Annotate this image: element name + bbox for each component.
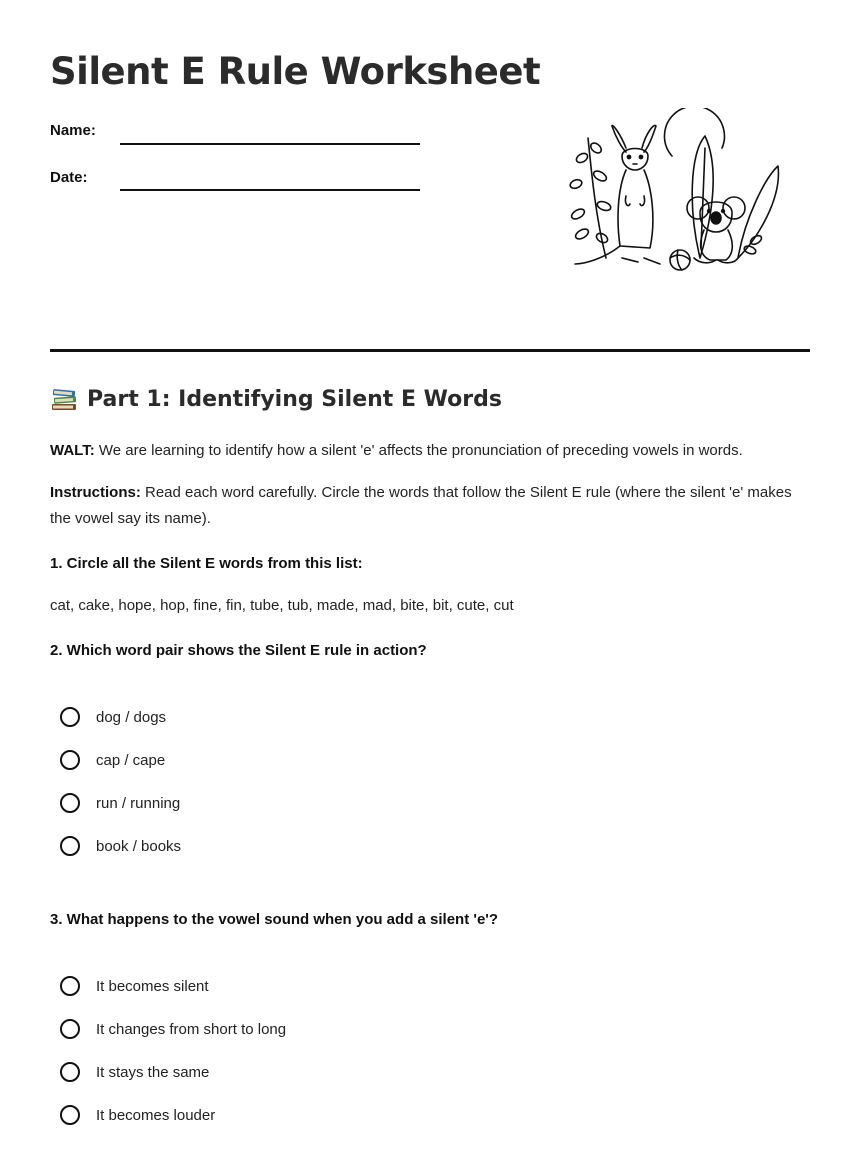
radio-circle[interactable] bbox=[60, 1062, 80, 1082]
option-label: It changes from short to long bbox=[96, 1020, 287, 1038]
part1-heading bbox=[50, 386, 502, 412]
section-divider bbox=[50, 349, 810, 352]
radio-circle[interactable] bbox=[60, 1019, 80, 1039]
q2-option-3[interactable] bbox=[60, 793, 180, 813]
option-label: It becomes louder bbox=[96, 1106, 216, 1124]
q2-option-1[interactable] bbox=[60, 707, 166, 727]
radio-circle[interactable] bbox=[60, 707, 80, 727]
radio-circle[interactable] bbox=[60, 976, 80, 996]
q3-option-2[interactable] bbox=[60, 1019, 286, 1039]
question-3: 3. What happens to the vowel sound when you add a silent 'e'? bbox=[50, 911, 499, 928]
name-label: Name: bbox=[50, 122, 96, 139]
option-label: dog / dogs bbox=[96, 708, 167, 726]
q3-option-3[interactable] bbox=[60, 1062, 209, 1082]
question-2: 2. Which word pair shows the Silent E rule in action? bbox=[50, 642, 427, 659]
option-label: book / books bbox=[96, 837, 182, 855]
radio-circle[interactable] bbox=[60, 836, 80, 856]
name-field[interactable] bbox=[120, 143, 420, 145]
radio-circle[interactable] bbox=[60, 793, 80, 813]
radio-circle[interactable] bbox=[60, 1105, 80, 1125]
radio-circle[interactable] bbox=[60, 750, 80, 770]
walt-label: WALT: bbox=[50, 442, 95, 459]
sun-shape bbox=[664, 108, 724, 156]
q2-option-2[interactable] bbox=[60, 750, 165, 770]
page-title: Silent E Rule Worksheet bbox=[50, 50, 541, 93]
q2-option-4[interactable] bbox=[60, 836, 181, 856]
option-label: run / running bbox=[96, 794, 181, 812]
option-label: cap / cape bbox=[96, 751, 166, 769]
option-label: It stays the same bbox=[96, 1063, 210, 1081]
instructions-paragraph bbox=[50, 480, 810, 532]
q3-option-4[interactable] bbox=[60, 1105, 215, 1125]
kangaroo-koala-illustration bbox=[560, 108, 800, 278]
instructions-text: Read each word carefully. Circle the words that follow the Silent E rule (where the silent 'e' makes the vowel say its name). bbox=[50, 484, 792, 527]
walt-paragraph bbox=[50, 438, 810, 464]
question-1: 1. Circle all the Silent E words from this list: bbox=[50, 555, 363, 572]
option-label: It becomes silent bbox=[96, 977, 209, 995]
walt-text: We are learning to identify how a silent 'e' affects the pronunciation of preceding vowels in words. bbox=[94, 442, 743, 459]
koala-shape bbox=[687, 197, 745, 263]
date-label: Date: bbox=[50, 169, 88, 186]
date-field[interactable] bbox=[120, 189, 420, 191]
word-list: cat, cake, hope, hop, fine, fin, tube, tub, made, mad, bite, bit, cute, cut bbox=[50, 597, 514, 614]
instructions-label: Instructions: bbox=[50, 484, 141, 501]
part1-heading-text: Part 1: Identifying Silent E Words bbox=[87, 386, 502, 412]
branch-shape bbox=[588, 138, 606, 258]
kangaroo-shape bbox=[575, 125, 660, 264]
books-icon bbox=[50, 386, 78, 412]
q3-option-1[interactable] bbox=[60, 976, 209, 996]
